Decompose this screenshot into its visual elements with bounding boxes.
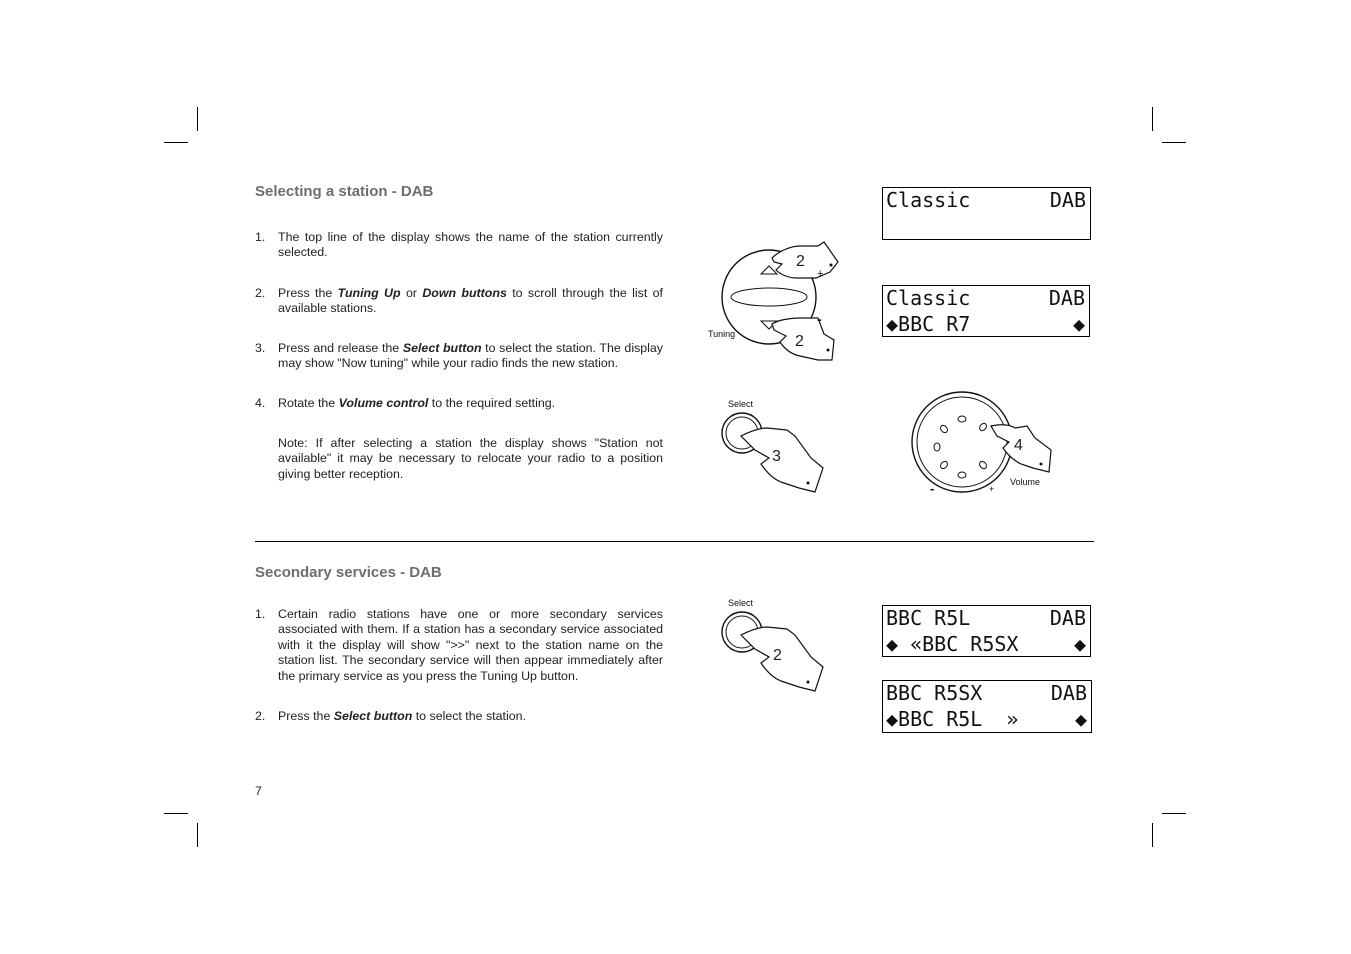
step-number: 2 bbox=[795, 333, 804, 350]
emphasis: Select button bbox=[402, 341, 482, 355]
lcd-line1-right: DAB bbox=[1049, 606, 1086, 630]
emphasis: Select button bbox=[333, 709, 413, 723]
crop-mark bbox=[1162, 142, 1186, 143]
lcd-line1-right: DAB bbox=[1049, 188, 1086, 212]
tuning-label: Tuning bbox=[708, 329, 736, 339]
crop-mark bbox=[164, 142, 188, 143]
lcd-display bbox=[882, 187, 1091, 240]
lcd-display bbox=[882, 680, 1092, 733]
lcd-line2-left: ◆BBC R5L » bbox=[886, 707, 1019, 731]
crop-mark bbox=[197, 823, 198, 847]
item-number: 2. bbox=[255, 286, 266, 300]
section-title-selecting-station: Selecting a station - DAB bbox=[255, 183, 434, 200]
item-text: Rotate the Volume control to the required setting. bbox=[278, 396, 556, 410]
lcd-line2-right: ◆ bbox=[1073, 632, 1086, 656]
step-number: 3 bbox=[772, 448, 781, 465]
volume-control-illustration bbox=[905, 388, 1065, 498]
item-number: 2. bbox=[255, 709, 266, 723]
emphasis: Down buttons bbox=[422, 286, 507, 300]
crop-mark bbox=[164, 813, 188, 814]
crop-mark bbox=[197, 107, 198, 131]
lcd-line2-right: ◆ bbox=[1074, 707, 1087, 731]
pointing-hand-icon bbox=[741, 627, 823, 691]
volume-label: Volume bbox=[1010, 477, 1041, 487]
emphasis: Volume control bbox=[338, 396, 429, 410]
list-item bbox=[255, 607, 663, 684]
list-item bbox=[255, 341, 663, 372]
step-number: 4 bbox=[1014, 437, 1023, 454]
list-item bbox=[255, 709, 663, 724]
item-number: 1. bbox=[255, 230, 266, 244]
lcd-line1-left: BBC R5SX bbox=[886, 681, 983, 705]
lcd-line1-left: BBC R5L bbox=[886, 606, 971, 630]
step-number: 2 bbox=[773, 647, 782, 664]
item-text: Press the Tuning Up or Down buttons to scroll through the list of available stations. bbox=[278, 286, 663, 316]
select-label: Select bbox=[728, 399, 754, 409]
lcd-display bbox=[882, 285, 1090, 337]
emphasis: Tuning Up bbox=[337, 286, 401, 300]
crop-mark bbox=[1162, 813, 1186, 814]
item-number: 3. bbox=[255, 341, 266, 355]
lcd-line1-left: Classic bbox=[886, 286, 971, 310]
item-text: Certain radio stations have one or more secondary services associated with them. If a station has a secondary service associated with it the display will show ">>" next to the station name on the station list. The secondary service will then appear immediately after the primary service as you press the Tuning Up button. bbox=[278, 607, 663, 683]
pointing-hand-icon bbox=[741, 428, 823, 492]
crop-mark bbox=[1152, 107, 1153, 131]
section-divider bbox=[255, 541, 1094, 542]
step-number: 2 bbox=[796, 253, 805, 270]
lcd-display bbox=[882, 605, 1091, 657]
minus-label: - bbox=[817, 311, 822, 327]
item-number: 1. bbox=[255, 607, 266, 621]
crop-mark bbox=[1152, 823, 1153, 847]
list-item bbox=[255, 396, 663, 411]
pointing-hand-icon bbox=[772, 242, 838, 278]
lcd-line2-left: ◆BBC R7 bbox=[886, 312, 971, 336]
lcd-line1-left: Classic bbox=[886, 188, 971, 212]
lcd-line1-right: DAB bbox=[1050, 681, 1087, 705]
page-number: 7 bbox=[255, 784, 262, 798]
item-number: 4. bbox=[255, 396, 266, 410]
item-text: Press the Select button to select the station. bbox=[278, 709, 526, 723]
plus-label: + bbox=[817, 268, 824, 280]
item-text: The top line of the display shows the name of the station currently selected. bbox=[278, 230, 663, 260]
volume-plus-label: + bbox=[989, 484, 995, 494]
lcd-line2-right: ◆ bbox=[1072, 312, 1085, 336]
note-text: Note: If after selecting a station the display shows "Station not available" it may be necessary to relocate your radio to a position giving better reception. bbox=[278, 436, 663, 481]
list-item bbox=[255, 286, 663, 317]
list-item bbox=[255, 230, 663, 261]
tuning-buttons-illustration bbox=[700, 238, 850, 368]
section-title-secondary-services: Secondary services - DAB bbox=[255, 564, 442, 581]
select-label: Select bbox=[728, 598, 754, 608]
volume-minus-label: - bbox=[930, 481, 935, 496]
lcd-line2-left: ◆ «BBC R5SX bbox=[886, 632, 1019, 656]
item-text: Press and release the Select button to select the station. The display may show "Now tuning" while your radio finds the new station. bbox=[278, 341, 663, 371]
lcd-line1-right: DAB bbox=[1048, 286, 1085, 310]
